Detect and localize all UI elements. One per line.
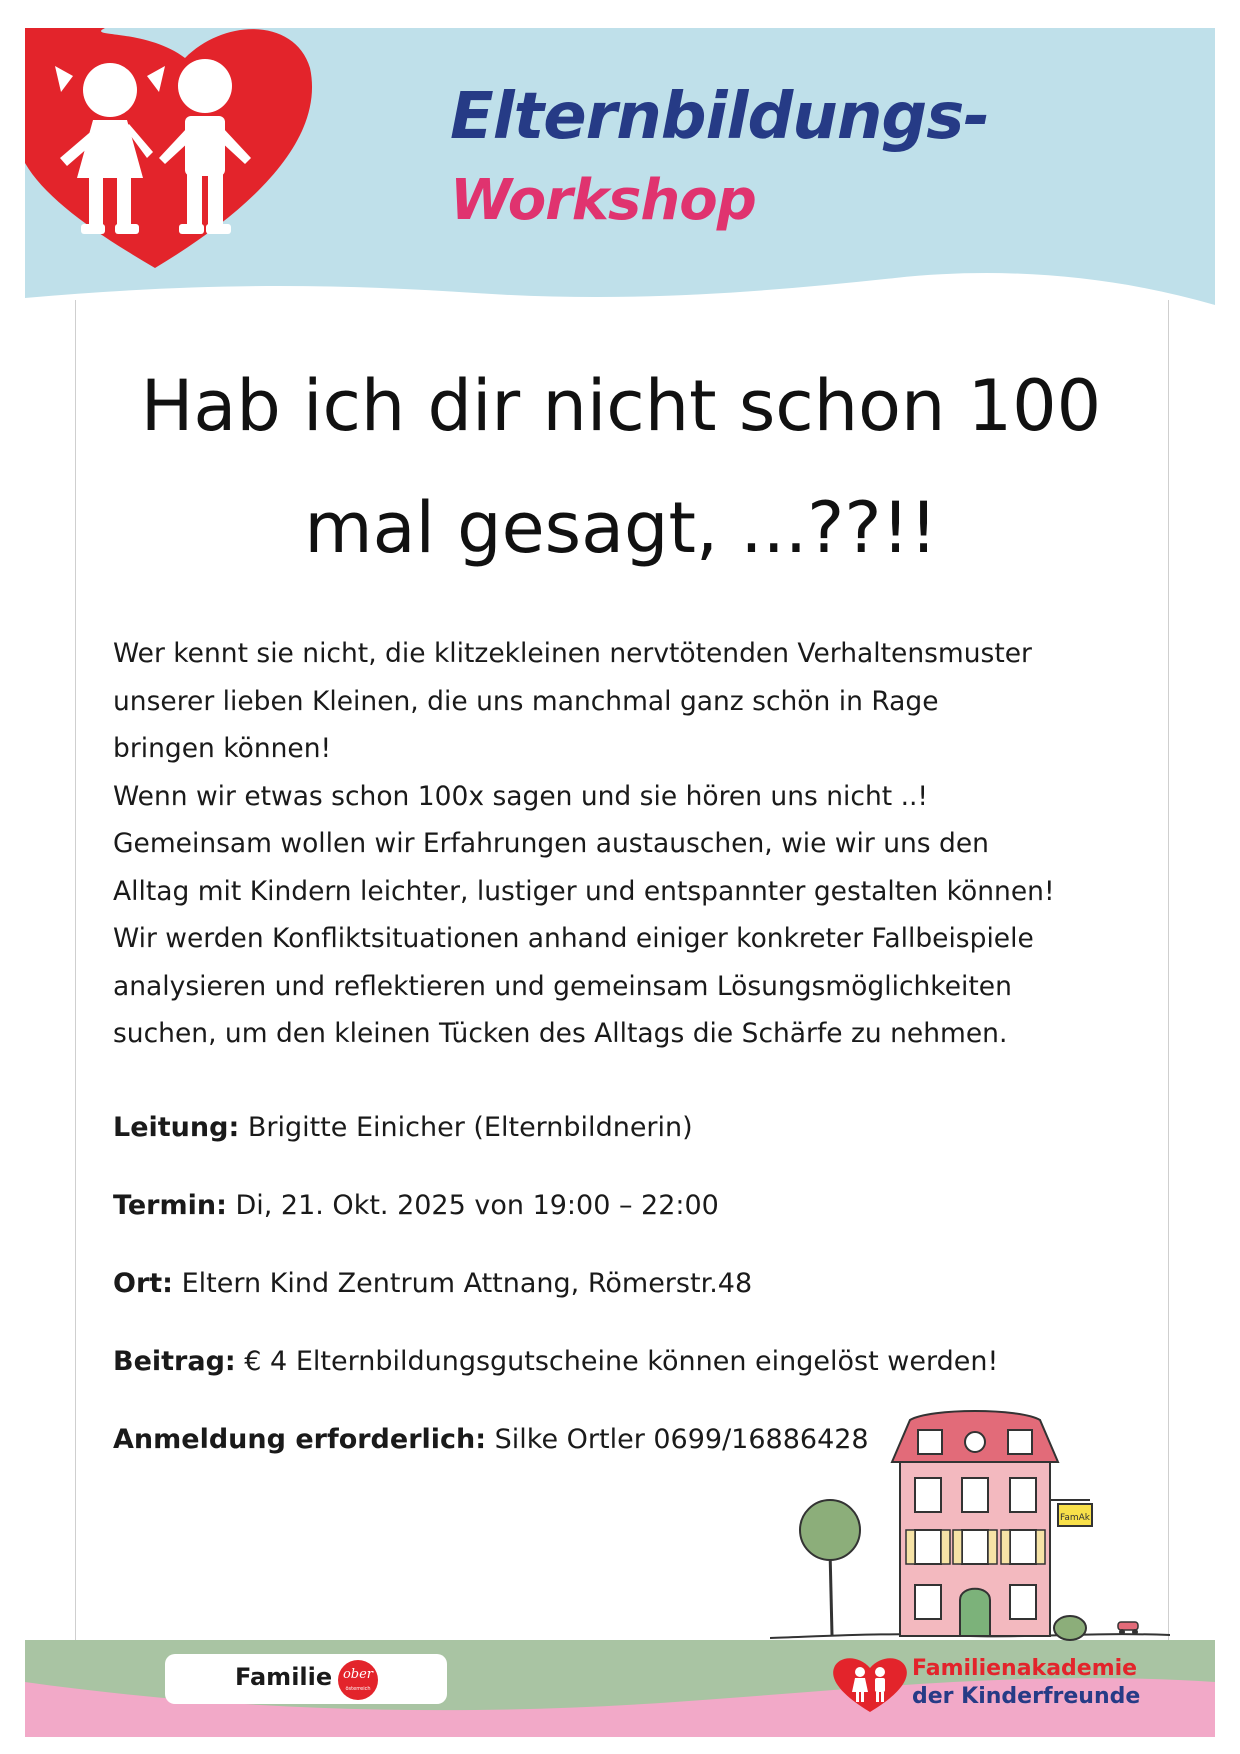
header-title-line1: Elternbildungs- xyxy=(450,80,989,154)
anmeldung-label: Anmeldung erforderlich: xyxy=(113,1424,487,1455)
description-line: analysieren und reflektieren und gemeinsam Lösungsmöglichkeiten xyxy=(113,970,1012,1002)
famak-sign-text: FamAk xyxy=(1059,1513,1091,1523)
description-text xyxy=(113,630,1073,1058)
familienakademie-heart-icon xyxy=(830,1654,910,1714)
leitung-label: Leitung: xyxy=(113,1112,240,1143)
anmeldung-value: Silke Ortler 0699/16886428 xyxy=(486,1424,869,1455)
description-line: Wenn wir etwas schon 100x sagen und sie hören uns nicht ..! xyxy=(113,780,929,812)
description-line: Alltag mit Kindern leichter, lustiger und entspannter gestalten können! xyxy=(113,875,1055,907)
leitung-value: Brigitte Einicher (Elternbildnerin) xyxy=(239,1112,693,1143)
ort-row xyxy=(113,1268,752,1299)
description-line: Wir werden Konfliktsituationen anhand einiger konkreter Fallbeispiele xyxy=(113,923,1034,954)
tree-icon xyxy=(800,1500,860,1635)
familie-label: Familie xyxy=(235,1663,333,1691)
headline-line2: mal gesagt, ...??!! xyxy=(304,487,938,569)
beitrag-label: Beitrag: xyxy=(113,1346,236,1377)
beitrag-row xyxy=(113,1346,998,1377)
leitung-row xyxy=(113,1112,693,1143)
termin-label: Termin: xyxy=(113,1190,227,1221)
termin-value: Di, 21. Okt. 2025 von 19:00 – 22:00 xyxy=(226,1190,719,1221)
termin-row xyxy=(113,1190,719,1221)
description-line: Wer kennt sie nicht, die klitzekleinen nervtötenden Verhaltensmuster xyxy=(113,638,1032,669)
beitrag-value: € 4 Elternbildungsgutscheine können eingelöst werden! xyxy=(235,1346,999,1377)
toy-car-icon xyxy=(1118,1622,1138,1635)
description-line: Gemeinsam wollen wir Erfahrungen austauschen, wie wir uns den xyxy=(113,828,989,859)
description-line: suchen, um den kleinen Tücken des Alltags die Schärfe zu nehmen. xyxy=(113,1018,1008,1049)
house-illustration xyxy=(770,1400,1170,1645)
familienakademie-name-line2: der Kinderfreunde xyxy=(912,1684,1141,1709)
description-line: unserer lieben Kleinen, die uns manchmal ganz schön in Rage xyxy=(113,685,939,717)
familienakademie-name-line1: Familienakademie xyxy=(912,1656,1138,1681)
header-title-line2: Workshop xyxy=(450,168,756,233)
ort-value: Eltern Kind Zentrum Attnang, Römerstr.48 xyxy=(172,1268,753,1299)
headline xyxy=(90,345,1152,589)
ober-badge: ober xyxy=(338,1660,378,1700)
anmeldung-row xyxy=(113,1424,869,1455)
kinderfreunde-heart-logo xyxy=(25,28,315,278)
ort-label: Ort: xyxy=(113,1268,173,1299)
description-line: bringen können! xyxy=(113,733,332,764)
headline-line1: Hab ich dir nicht schon 100 xyxy=(140,365,1102,447)
ober-sub-label: österreich xyxy=(345,1686,371,1692)
